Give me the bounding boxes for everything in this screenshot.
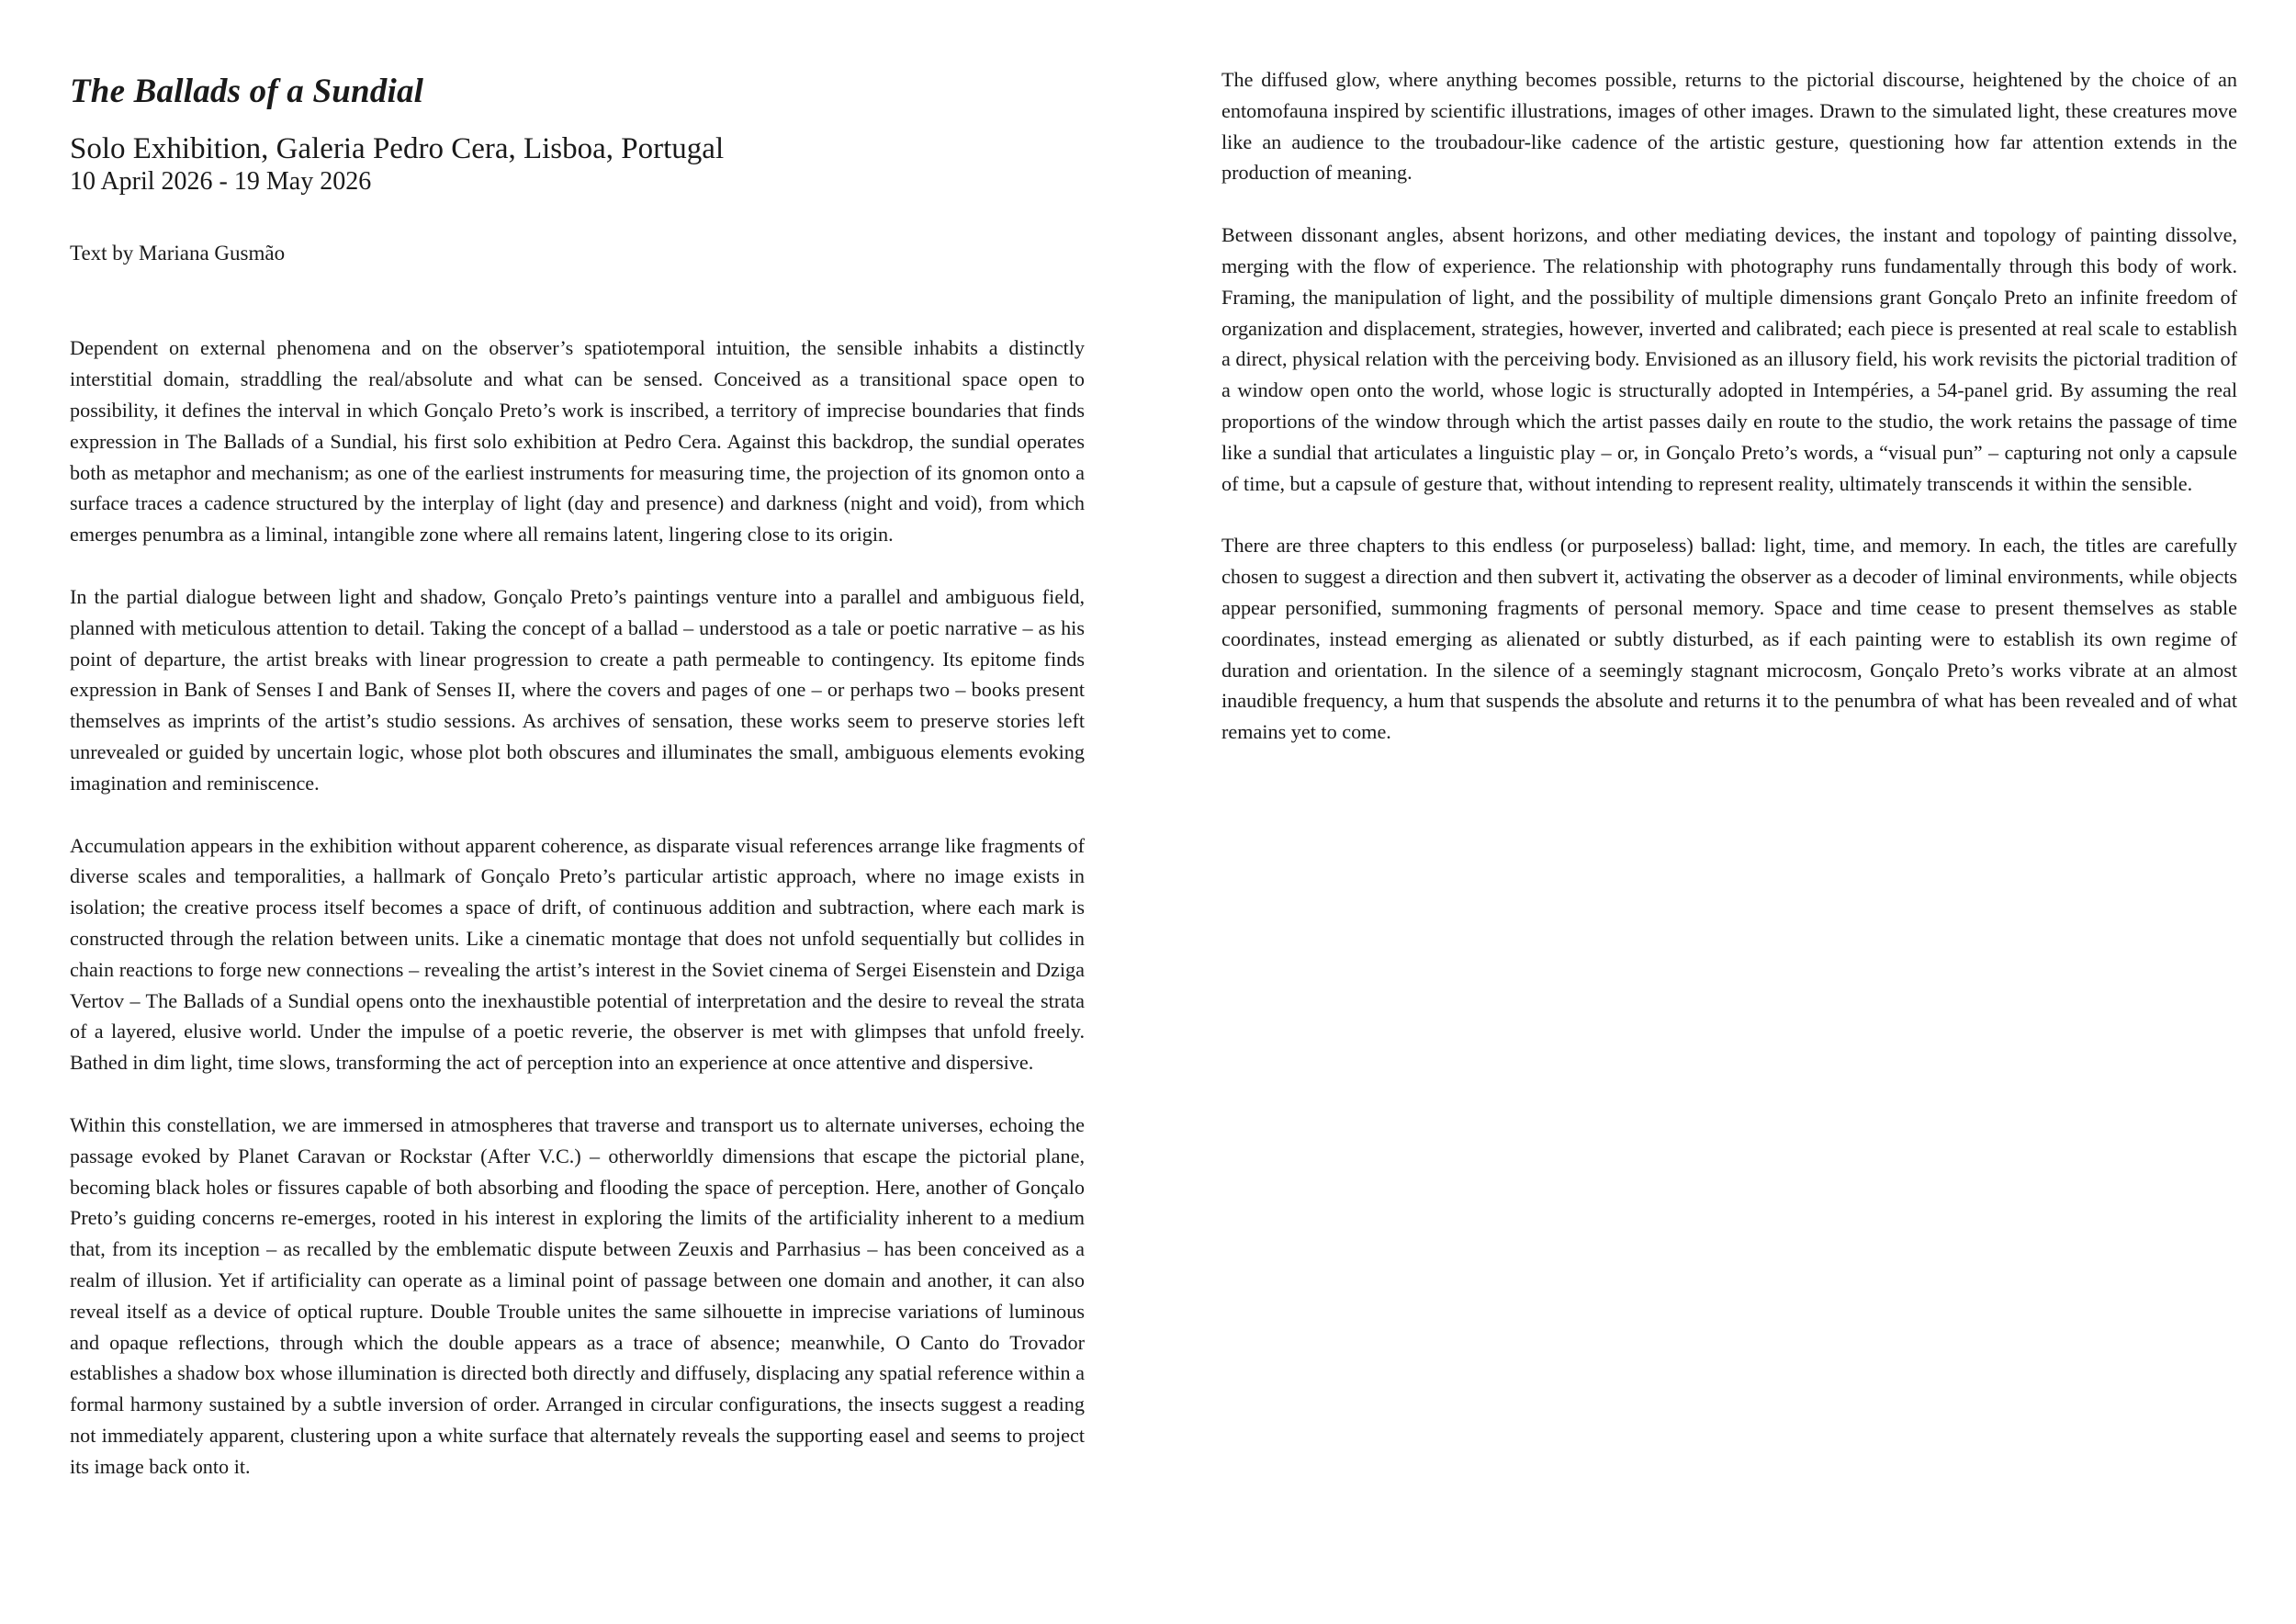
exhibition-dates: 10 April 2026 - 19 May 2026	[70, 167, 372, 197]
paragraph: Dependent on external phenomena and on the observer’s spatiotemporal intuition, the sensible inhabits a distinctly interstitial domain, straddling the real/absolute and what can be sensed. Conceived as a transitional space open to possibility, it defines the interval in which Gonçalo Preto’s work is inscribed, a territory of imprecise boundaries that finds expression in The Ballads of a Sundial, his first solo exhibition at Pedro Cera. Against this backdrop, the sundial operates both as metaphor and mechanism; as one of the earliest instruments for measuring time, the projection of its gnomon onto a surface traces a cadence structured by the interplay of light (day and presence) and darkness (night and void), from which emerges penumbra as a liminal, intangible zone where all remains latent, lingering close to its origin.	[70, 336, 1085, 547]
left-column	[70, 64, 1085, 1514]
exhibition-subtitle: Solo Exhibition, Galeria Pedro Cera, Lisboa, Portugal	[70, 132, 725, 166]
exhibition-title: The Ballads of a Sundial	[70, 73, 424, 110]
paragraph: In the partial dialogue between light and shadow, Gonçalo Preto’s paintings venture into a parallel and ambiguous field, planned with meticulous attention to detail. Taking the concept of a ballad – understood as a tale or poetic narrative – as his point of departure, the artist breaks with linear progression to create a path permeable to contingency. Its epitome finds expression in Bank of Senses I and Bank of Senses II, where the covers and pages of one – or perhaps two – books present themselves as imprints of the artist’s studio sessions. As archives of sensation, these works seem to preserve stories left unrevealed or guided by uncertain logic, whose plot both obscures and illuminates the small, ambiguous elements evoking imagination and reminiscence.	[70, 584, 1085, 795]
paragraph: Within this constellation, we are immersed in atmospheres that traverse and transport us to alternate universes, echoing the passage evoked by Planet Caravan or Rockstar (After V.C.) – otherworldly dimensions that escape the pictorial plane, becoming black holes or fissures capable of both absorbing and flooding the space of perception. Here, another of Gonçalo Preto’s guiding concerns re-emerges, rooted in his interest in exploring the limits of the artificiality inherent to a medium that, from its inception – as recalled by the emblematic dispute between Zeuxis and Parrhasius – has been conceived as a realm of illusion. Yet if artificiality can operate as a liminal point of passage between one domain and another, it can also reveal itself as a device of optical rupture. Double Trouble unites the same silhouette in imprecise variations of luminous and opaque reflections, through which the double appears as a trace of absence; meanwhile, O Canto do Trovador establishes a shadow box whose illumination is directed both directly and diffusely, displacing any spatial reference within a formal harmony sustained by a subtle inversion of order. Arranged in circular configurations, the insects suggest a reading not immediately apparent, clustering upon a white surface that alternately reveals the supporting easel and seems to project its image back onto it.	[70, 1112, 1085, 1478]
paragraph: There are three chapters to this endless (or purposeless) ballad: light, time, and memory. In each, the titles are carefully chosen to suggest a direction and then subvert it, activating the observer as a decoder of liminal environments, while objects appear personified, summoning fragments of personal memory. Space and time cease to present themselves as stable coordinates, instead emerging as alienated or subtly disturbed, as if each painting were to establish its own regime of duration and orientation. In the silence of a seemingly stagnant microcosm, Gonçalo Preto’s works vibrate at an almost inaudible frequency, a hum that suspends the absolute and returns it to the penumbra of what has been revealed and of what remains yet to come.	[1221, 534, 2237, 744]
paragraph: Between dissonant angles, absent horizons, and other mediating devices, the instant and topology of painting dissolve, merging with the flow of experience. The relationship with photography runs fundamentally through this body of work. Framing, the manipulation of light, and the possibility of multiple dimensions grant Gonçalo Preto an infinite freedom of organization and displacement, strategies, however, inverted and calibrated; each piece is presented at real scale to establish a direct, physical relation with the perceiving body. Envisioned as an illusory field, his work revisits the pictorial tradition of a window open onto the world, whose logic is structurally adopted in Intempéries, a 54-panel grid. By assuming the real proportions of the window through which the artist passes daily en route to the studio, the work retains the passage of time like a sundial that articulates a linguistic play – or, in Gonçalo Preto’s words, a “visual pun” – capturing not only a capsule of time, but a capsule of gesture that, without intending to represent reality, ultimately transcends it within the sensible.	[1221, 223, 2237, 495]
right-column	[1221, 64, 2237, 779]
paragraph: The diffused glow, where anything becomes possible, returns to the pictorial discourse, heightened by the choice of an entomofauna inspired by scientific illustrations, images of other images. Drawn to the simulated light, these creatures move like an audience to the troubadour-like cadence of the artistic gesture, questioning how far attention extends in the production of meaning.	[1221, 68, 2237, 185]
text-author: Text by Mariana Gusmão	[70, 241, 286, 265]
paragraph: Accumulation appears in the exhibition without apparent coherence, as disparate visual references arrange like fragments of diverse scales and temporalities, a hallmark of Gonçalo Preto’s particular artistic approach, where no image exists in isolation; the creative process itself becomes a space of drift, of continuous addition and subtraction, where each mark is constructed through the relation between units. Like a cinematic montage that does not unfold sequentially but collides in chain reactions to forge new connections – revealing the artist’s interest in the Soviet cinema of Sergei Eisenstein and Dziga Vertov – The Ballads of a Sundial opens onto the inexhaustible potential of interpretation and the desire to reveal the strata of a layered, elusive world. Under the impulse of a poetic reverie, the observer is met with glimpses that unfold freely. Bathed in dim light, time slows, transforming the act of perception into an experience at once attentive and dispersive.	[70, 833, 1085, 1075]
